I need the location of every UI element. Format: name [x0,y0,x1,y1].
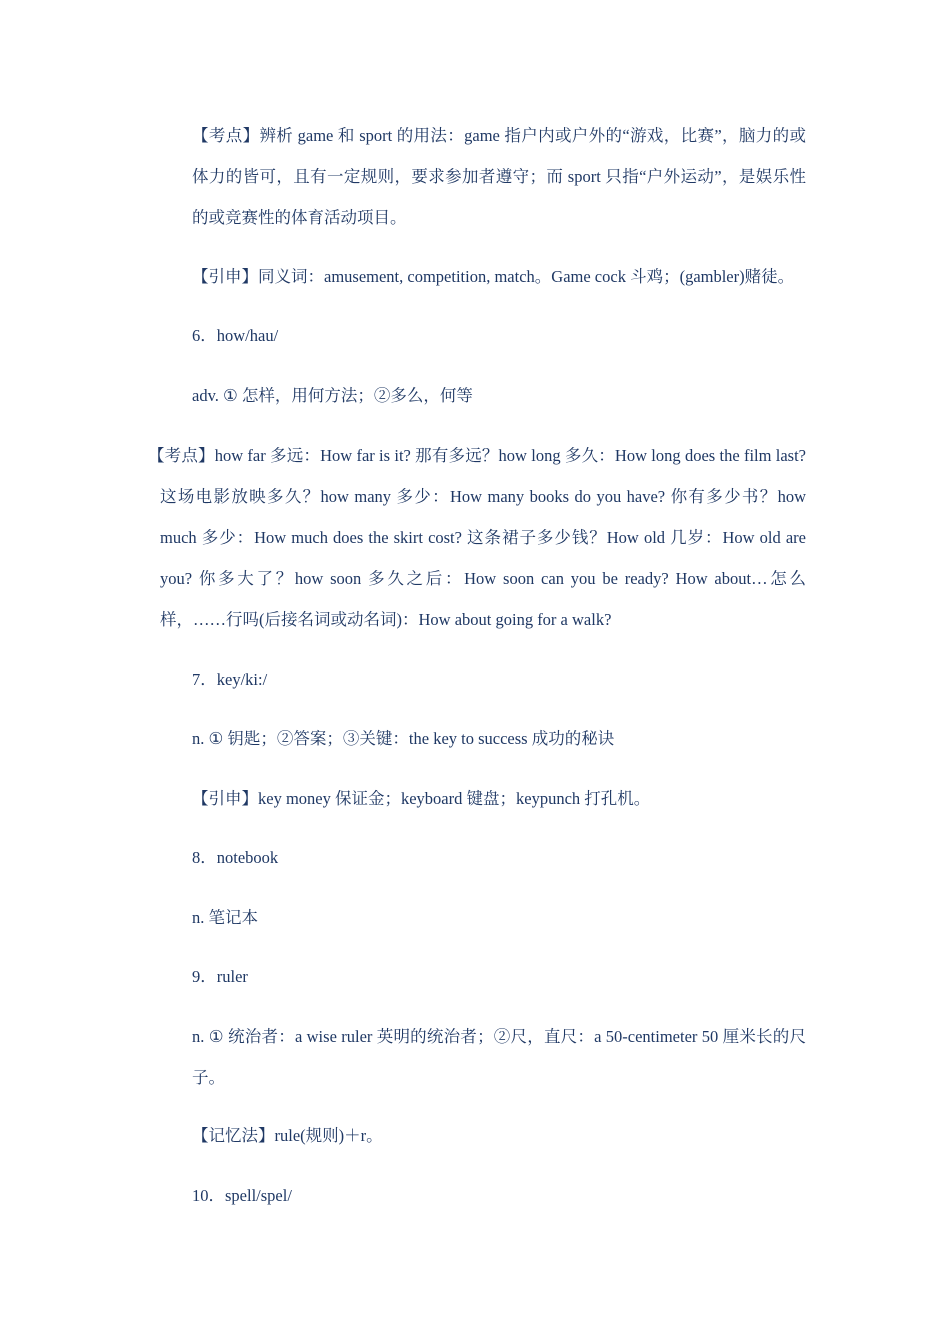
entry-definition-key: n. ① 钥匙；②答案；③关键：the key to success 成功的秘诀 [192,729,615,748]
paragraph-game-extension: 【引申】同义词：amusement, competition, match。Game cock 斗鸡；(gambler)赌徒。 [192,267,795,286]
paragraph-game-sport-note: 【考点】辨析 game 和 sport 的用法：game 指户内或户外的“游戏，比赛”，脑力的或体力的皆可，且有一定规则，要求参加者遵守；而 sport 只指“户外运动”，是娱乐性的或竞赛性的体育活动项目。 [192,126,806,227]
entry-heading-key: 7．key/ki:/ [192,670,268,689]
entry-definition-how: adv. ① 怎样，用何方法；②多么，何等 [192,386,473,405]
entry-heading-how: 6．how/hau/ [192,326,279,345]
entry-definition-ruler: n. ① 统治者：a wise ruler 英明的统治者；②尺，直尺：a 50-centimeter 50 厘米长的尺子。 [192,1027,806,1087]
paragraph-ruler-memory: 【记忆法】rule(规则)＋r。 [192,1126,383,1145]
entry-definition-notebook: n. 笔记本 [192,908,258,927]
entry-heading-notebook: 8．notebook [192,848,279,867]
entry-heading-spell: 10．spell/spel/ [192,1186,292,1205]
paragraph-how-note: 【考点】how far 多远：How far is it? 那有多远？how long 多久：How long does the film last? 这场电影放映多久？how many 多少：How many books do you have? 你有多少书？how much 多少：How much does the skirt cost? 这条裙子多少钱？How old 几岁：How old are you? 你多大了？how soon 多久之后：How soon can you be ready? How about…怎么样，……行吗(后接名词或动名词)：How about going for a walk? [148,446,806,629]
paragraph-key-extension: 【引申】key money 保证金；keyboard 键盘；keypunch 打孔机。 [192,789,651,808]
entry-heading-ruler: 9．ruler [192,967,248,986]
